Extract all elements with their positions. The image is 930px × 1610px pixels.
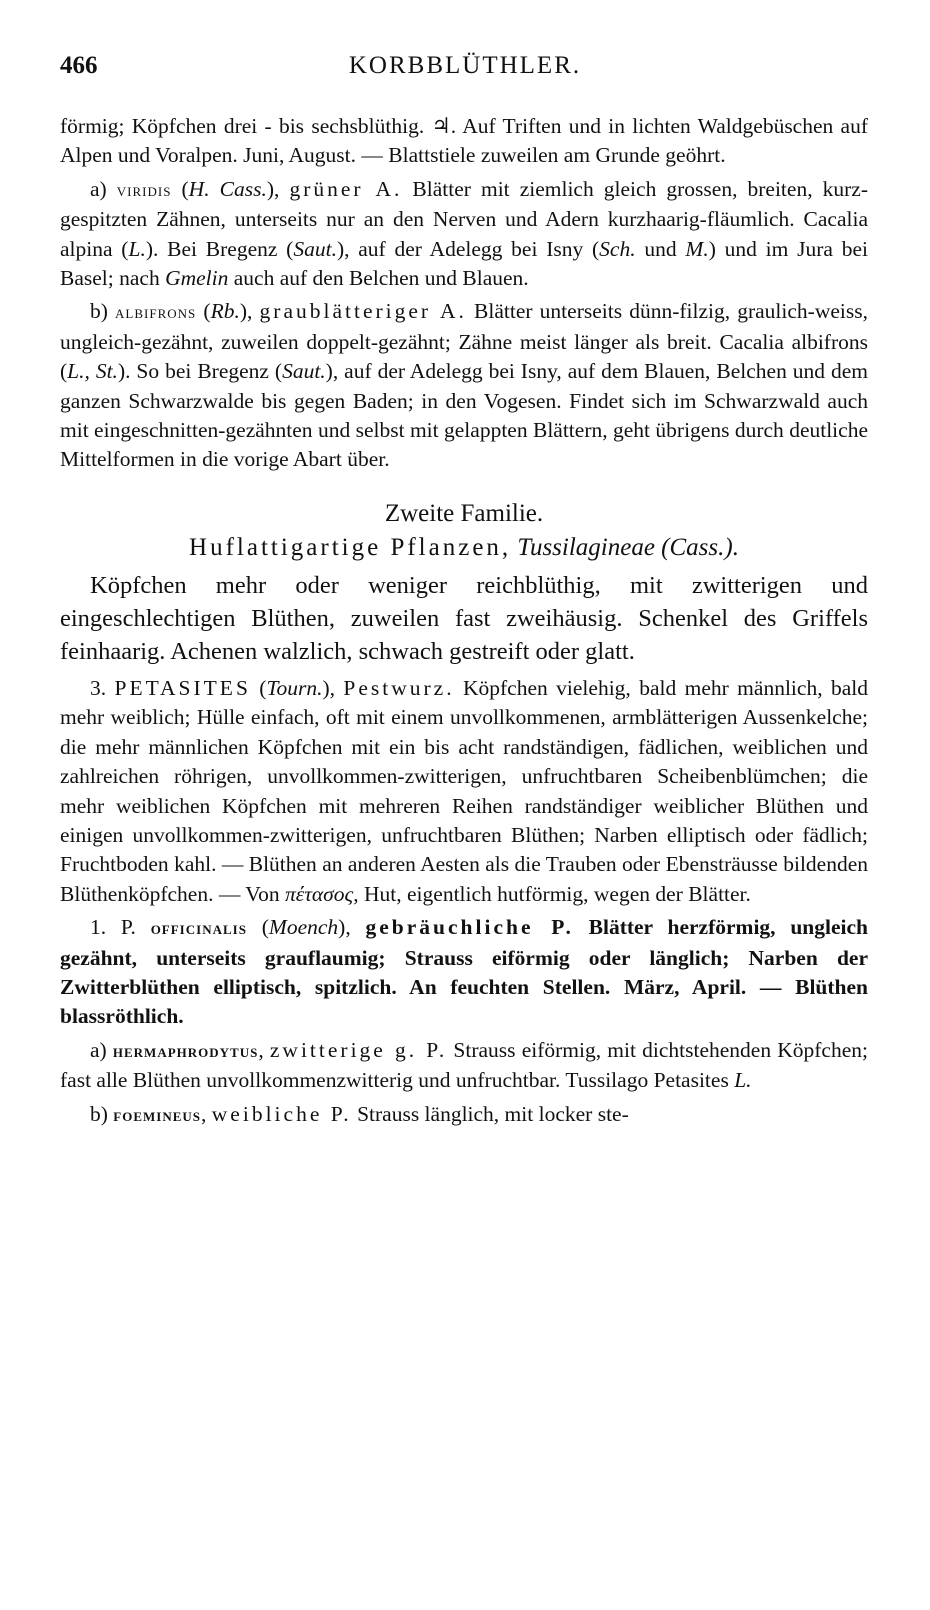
text-run: ( [250, 675, 267, 700]
author-name: Gmelin [165, 266, 229, 291]
common-name: Pestwurz. [343, 675, 455, 700]
species-officinalis [60, 913, 868, 1032]
greek-word: πέτασος [284, 881, 354, 906]
author-abbrev: Saut. [293, 236, 337, 261]
text-run: Strauss eiförmig, mit dichtstehenden Köpfchen; fast alle Blüthen unvollkommenzwitterig und unfruchtbar. Tussilago Petasites [60, 1037, 868, 1093]
variety-label: b) [90, 299, 108, 324]
variety-label: a) [90, 176, 107, 201]
text-run: ), [338, 915, 366, 940]
author-abbrev: Moench [268, 915, 339, 940]
author-abbrev: L. [128, 236, 146, 261]
text-run: ), [239, 299, 260, 324]
genus-petasites [60, 674, 868, 909]
author-abbrev: Sch. [599, 236, 636, 261]
variety-albifrons [60, 297, 868, 474]
author-abbrev: H. Cass. [188, 176, 267, 201]
variety-name: hermaphrodytus [112, 1040, 259, 1062]
variety-label: a) [90, 1037, 107, 1062]
text-run: ), auf der Adelegg bei Isny ( [336, 236, 600, 261]
family-heading: Zweite Familie. [384, 499, 544, 527]
author-abbrev: L., St. [67, 359, 118, 384]
text-run: ). So bei Bregenz ( [117, 359, 283, 384]
author-abbrev: Saut. [282, 359, 326, 384]
species-number: 1. P. [90, 915, 136, 940]
text-run: ), auf der Adelegg bei Isny, auf dem Blauen, Belchen und dem ganzen Schwarzwalde bis gegen Baden; in den Vogesen. Findet sich im Schwarzwald auch mit eingeschnitten-gezähnten und selbst mit gelappten Blättern, geht übrigens durch deutliche Mittelformen in die vorige Abart über. [60, 359, 868, 472]
author-abbrev: L. [734, 1068, 752, 1093]
paragraph-continued [60, 112, 868, 171]
text-run: und [635, 236, 686, 261]
text-run: ( [246, 915, 269, 940]
text-run: Köpfchen vielehig, bald mehr männlich, bald mehr weiblich; Hülle einfach, oft mit einem unvollkommenen, armblätterigen Aussenkelche; die mehr männlichen Köpfchen mit ein bis acht randständigen, fädlichen, weiblichen und zahlreichen röhrigen, unvollkommen-zwitterigen, unfruchtbaren Scheibenblümchen; die mehr weiblichen Köpfchen mit mehreren Reihen randständiger weiblicher Blüthen und einigen unvollkommen-zwitterigen, unfruchtbaren Blüthen; Narben elliptisch oder fädlich; Fruchtboden kahl. — Blüthen an anderen Aesten als die Trauben oder Ebensträusse bildenden Blüthenköpfchen. — Von [60, 675, 868, 906]
common-name: weibliche P. [211, 1101, 352, 1126]
text-run: ( [171, 176, 189, 201]
text-run: Strauss länglich, mit locker ste- [351, 1101, 629, 1126]
variety-label: b) [90, 1101, 108, 1126]
author-abbrev: Tourn. [266, 675, 323, 700]
common-name: graublätteriger A. [259, 299, 467, 324]
text-run: ), [266, 176, 290, 201]
family-latin-name: Tussilagineae (Cass.). [511, 533, 739, 561]
text-run: , [201, 1101, 212, 1126]
text-run: ) und im Jura bei Basel; nach [60, 236, 869, 291]
text-run: Blätter mit ziemlich gleich grossen, breiten, kurz-gespitzten Zähnen, unterseits nur an den Nerven und Adern kurzhaarig-fläumlich. Cacalia alpina ( [60, 176, 868, 261]
variety-name: foemineus [113, 1104, 202, 1126]
text-run: Blätter unterseits dünn-filzig, graulich-weiss, ungleich-gezähnt, zuweilen doppelt-gezähnt; Zähne meist länger als breit. Cacalia albifrons ( [60, 299, 868, 384]
text-run: ( [196, 299, 211, 324]
author-abbrev: Rb. [210, 299, 240, 324]
page-number: 466 [60, 52, 98, 79]
text-run: Blätter herzförmig, ungleich gezähnt, unterseits grauflaumig; Strauss eiförmig oder länglich; Narben der Zwitterblüthen elliptisch, spitzlich. An feuchten Stellen. März, April. — Blüthen blassröthlich. [60, 915, 869, 1029]
running-title: KORBBLÜTHLER. [348, 52, 582, 79]
text-run: ). Bei Bregenz ( [145, 236, 294, 261]
text-run: auch auf den Belchen und Blauen. [228, 266, 529, 291]
family-title [60, 531, 868, 565]
species-name: officinalis [150, 918, 247, 940]
family-description: Köpfchen mehr oder weniger reichblüthig, mit zwitterigen und eingeschlechtigen Blüthen, zuweilen fast zweihäusig. Schenkel des Griffels feinhaarig. Achenen walzlich, schwach gestreift oder glatt. [60, 571, 868, 665]
genus-number: 3. [90, 675, 107, 700]
variety-name: albifrons [115, 302, 197, 324]
variety-name: viridis [116, 179, 172, 201]
text-run: , Hut, eigentlich hutförmig, wegen der Blätter. [353, 881, 751, 906]
common-name: gebräuchliche P. [365, 915, 574, 940]
variety-hermaphrodytus [60, 1036, 868, 1096]
common-name: zwitterige g. P. [269, 1037, 448, 1062]
variety-foemineus [60, 1100, 868, 1130]
family-german-name: Huflattigartige Pflanzen, [189, 533, 512, 561]
text-run: ), [322, 675, 344, 700]
page-header [60, 52, 870, 92]
author-abbrev: M. [685, 236, 709, 261]
variety-viridis [60, 175, 868, 294]
paragraph-text: förmig; Köpfchen drei - bis sechsblüthig. ♃. Auf Triften und in lichten Waldgebüschen auf Alpen und Voralpen. Juni, August. — Blattstiele zuweilen am Grunde geöhrt. [60, 114, 868, 168]
text-run: , [258, 1037, 270, 1062]
genus-name: PETASITES [114, 675, 251, 700]
common-name: grüner A. [289, 176, 403, 201]
page-body [60, 112, 868, 1130]
